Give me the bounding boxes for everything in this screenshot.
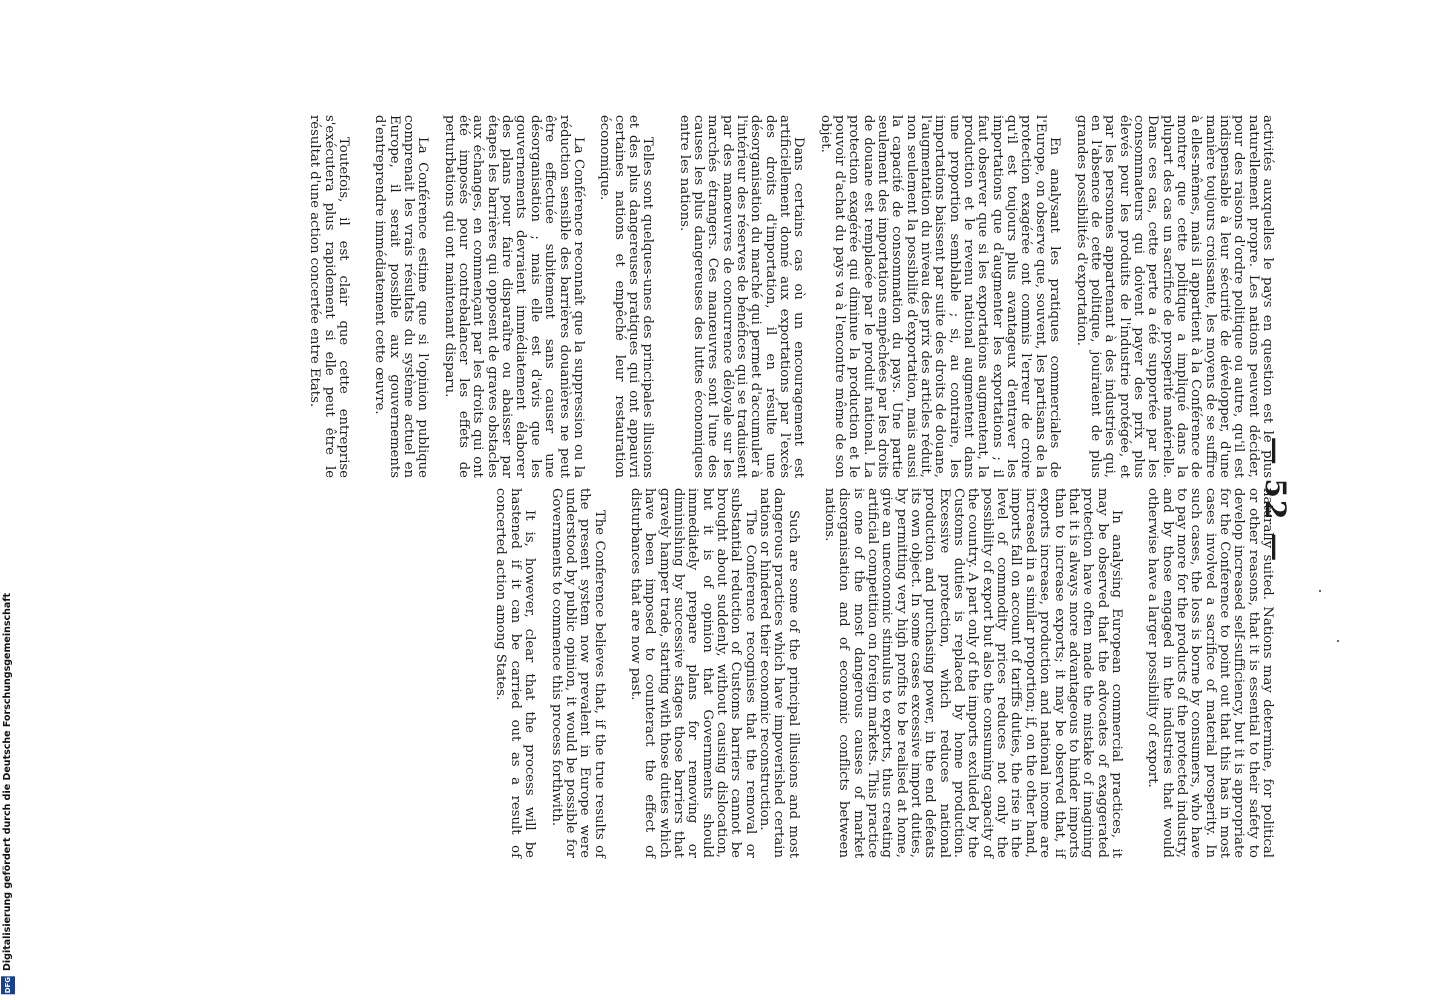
credit-text: Digitalisierung gefördert durch die Deutsche Forschungsgemeinschaft [2, 592, 13, 971]
french-paragraph: Toutefois, il est clair que cette entreprise s'exécutera plus rapidement si elle peut être le résultat d'une action concertée entre Etats. [307, 115, 352, 478]
french-column [307, 115, 1274, 478]
french-paragraph: Telles sont quelques-unes des principales illusions et des plus dangereuses pratiques qui ont appauvri certaines nations et empêché leur restauration économique. [597, 115, 656, 478]
english-paragraph: It is, however, clear that the process will be hastened if it can be carried out as a result of concerted action among States. [493, 488, 538, 858]
french-paragraph: activités auxquelles le pays en question est le plus naturellement propre. Les nations peuvent décider, pour des raisons d'ordre politique ou autre, qu'il est indispensable à leur sécurité de développer, d'une manière toujours croissante, les moyens de se suffire à elles-mêmes, mais il appartient à la Conférence de montrer que cette politique a impliqué dans la plupart des cas un sacrifice de prospérité matérielle. Dans ces cas, cette perte a été supportée par les consommateurs qui doivent payer des prix plus élevés pour les produits de l'industrie protégée, et par les personnes appartenant à des industries qui, en l'absence de cette politique, jouiraient de plus grandes possibilités d'exportation. [1073, 115, 1275, 478]
french-paragraph: La Conférence reconnaît que la suppression ou la réduction sensible des barrières douanières ne peut être effectuée subitement sans causer une désorganisation ; mais elle est d'avis que les gouvernements devraient immédiatement élaborer des plans pour faire disparaître ou abaisser par étapes les barrières qui opposent de graves obstacles aux échanges, en commençant par les droits qui ont été imposés pour contrebalancer les effets de perturbations qui ont maintenant disparu. [441, 115, 586, 478]
english-paragraph: In analysing European commercial practices, it may be observed that the advocates of exaggerated protection have often made the mistake of imagining that it is always more advantageous to hinder imports than to increase exports; it may be observed that, if exports increase, production and national income are increased in a similar proportion; if, on the other hand, imports fall on account of tariffs duties, the rise in the level of commodity prices reduces not only the possibility of export but also the consuming capacity of the country. A part only of the imports excluded by the Customs duties is replaced by home production. Excessive protection, which reduces national production and purchasing power, in the end defeats its own object. In some cases excessive import duties, by permitting very high profits to be realised at home, give an uneconomic stimulus to exports, thus creating artificial competition on foreign markets. This practice is one of the most dangerous causes of market disorganisation and of economic conflicts between nations. [822, 488, 1124, 858]
page-number: — 52 — [1259, 436, 1292, 564]
scan-speck [1337, 640, 1339, 642]
english-paragraph: naturally suited. Nations may determine, for political or other reasons, that it is essential to their safety to develop increased self-sufficiency, but it is appropriate for the Conference to point out that this has in most cases involved a sacrifice of material prosperity. In such cases, the loss is borne by consumers, who have to pay more for the products of the protected industry, and by those engaged in the industries that would otherwise have a larger possibility of export. [1145, 488, 1275, 858]
english-column [493, 488, 1274, 858]
scan-speck [1319, 590, 1321, 592]
english-paragraph: The Conference believes that, if the true results of the present system now prevalent in Europe were understood by public opinion, it would be possible for Governments to commence this process forthwith. [548, 488, 607, 858]
french-paragraph: Dans certains cas où un encouragement est artificiellement donné aux exportations par l'excès des droits d'importation, il en résulte une désorganisation du marché qui permet d'accumuler à l'intérieur des réserves de bénéfices qui se traduisent par des manœuvres de concurrence déloyale sur les marchés étrangers. Ces manœuvres sont l'une des causes les plus dangereuses des luttes économiques entre les nations. [676, 115, 807, 478]
french-paragraph: La Conférence estime que si l'opinion publique comprenait les vrais résultats du système actuel en Europe, il serait possible aux gouvernements d'entreprendre immédiatement cette œuvre. [372, 115, 431, 478]
english-paragraph: The Conference recognises that the removal or substantial reduction of Customs barriers cannot be brought about suddenly, without causing dislocation, but it is of opinion that Governments should immediately prepare plans for removing or diminishing by successive stages those barriers that gravely hamper trade, starting with those duties which have been imposed to counteract the effect of disturbances that are now past. [627, 488, 758, 858]
digitization-credit [0, 554, 16, 994]
english-paragraph: Such are some of the principal illusions and most dangerous practices which have impoverished certain nations or hindered their economic reconstruction. [757, 488, 801, 858]
dfg-logo: DFG [1, 976, 15, 994]
french-paragraph: En analysant les pratiques commerciales de l'Europe, on observe que, souvent, les partisans de la protection exagérée ont commis l'erreur de croire qu'il est toujours plus avantageux d'entraver les importations que d'augmenter les exportations ; il faut observer que si les exportations augmentent, la production et le revenu national augmentent dans une proportion semblable ; si, au contraire, les importations baissent par suite des droits de douane, l'augmentation du niveau des prix des articles réduit, non seulement la possibilité d'exportation, mais aussi la capacité de consommation du pays. Une partie seulement des importations empêchées par les droits de douane est remplacée par le produit national. La protection exagérée qui diminue la production et le pouvoir d'achat du pays va à l'encontre même de son objet. [817, 115, 1063, 478]
